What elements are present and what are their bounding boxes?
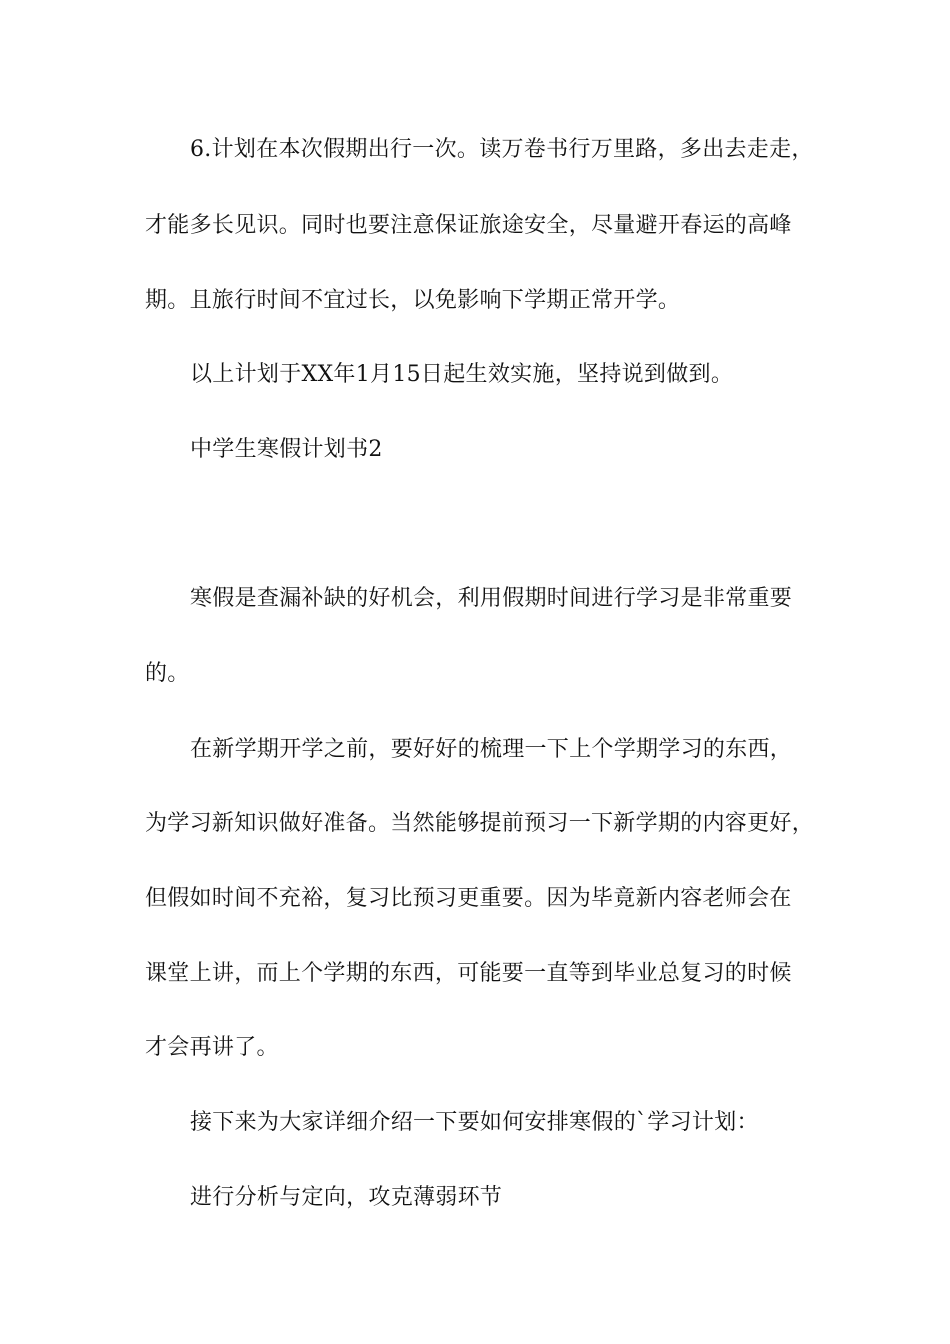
paragraph-line: 课堂上讲，而上个学期的东西，可能要一直等到毕业总复习的时候 (145, 961, 792, 986)
paragraph-line: 寒假是查漏补缺的好机会，利用假期时间进行学习是非常重要 (190, 586, 793, 611)
paragraph-line: 6.计划在本次假期出行一次。读万卷书行万里路，多出去走走， (190, 137, 814, 162)
paragraph-line: 进行分析与定向，攻克薄弱环节 (190, 1185, 503, 1210)
paragraph-line: 为学习新知识做好准备。当然能够提前预习一下新学期的内容更好， (145, 811, 815, 836)
section-heading: 中学生寒假计划书2 (190, 437, 383, 462)
paragraph-line: 在新学期开学之前，要好好的梳理一下上个学期学习的东西， (190, 737, 793, 762)
paragraph-line: 才会再讲了。 (145, 1035, 279, 1060)
paragraph-line: 但假如时间不充裕，复习比预习更重要。因为毕竟新内容老师会在 (145, 886, 792, 911)
paragraph-line: 期。且旅行时间不宜过长，以免影响下学期正常开学。 (145, 288, 681, 313)
paragraph-line: 接下来为大家详细介绍一下要如何安排寒假的`学习计划： (190, 1110, 759, 1135)
paragraph-line: 才能多长见识。同时也要注意保证旅途安全，尽量避开春运的高峰 (145, 213, 792, 238)
paragraph-line: 的。 (145, 661, 190, 686)
paragraph-line: 以上计划于XX年1月15日起生效实施，坚持说到做到。 (190, 362, 734, 387)
